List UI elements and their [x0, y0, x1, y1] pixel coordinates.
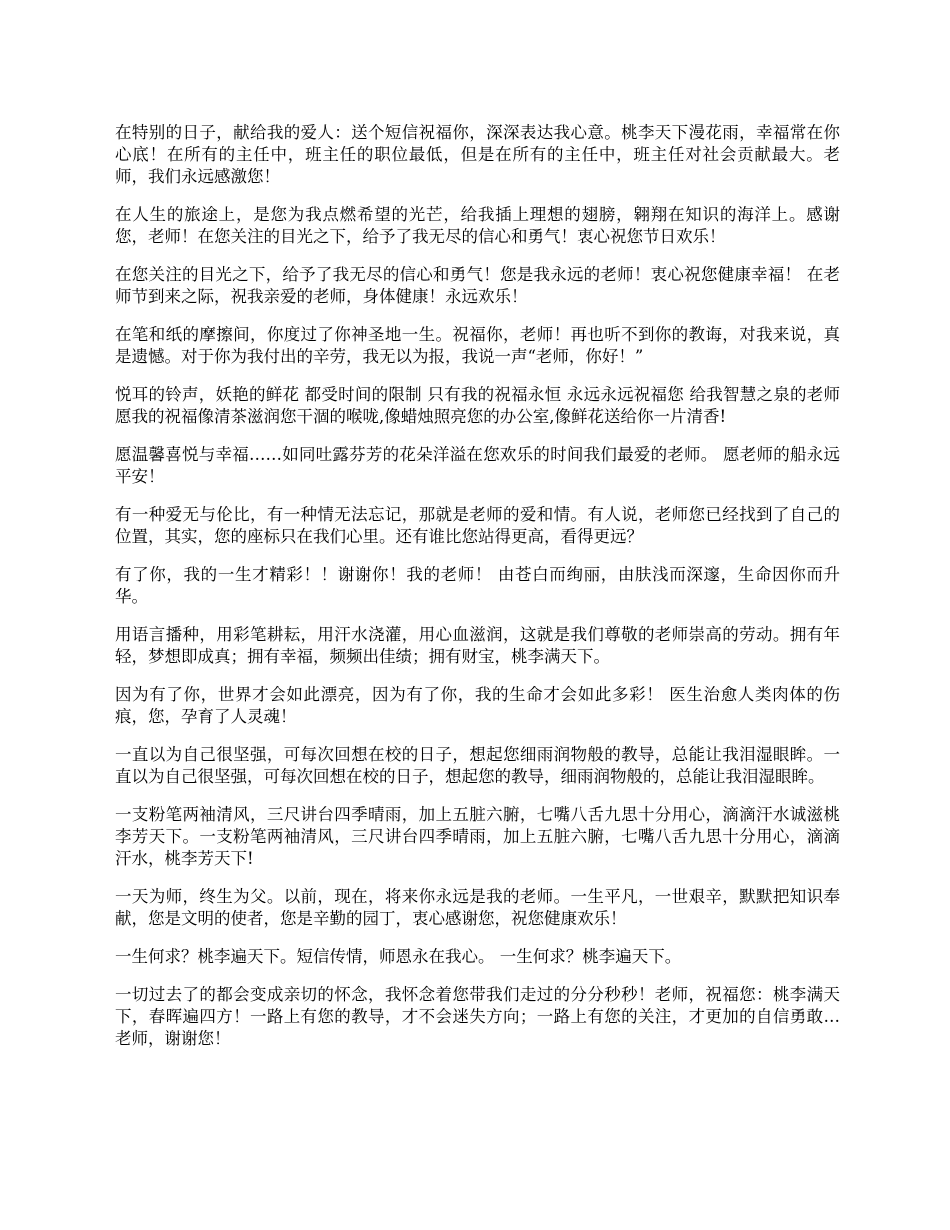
paragraph-6: 愿温馨喜悦与幸福……如同吐露芬芳的花朵洋溢在您欢乐的时间我们最爱的老师。 愿老师的船永远平安！ — [115, 445, 840, 486]
paragraph-8: 有了你，我的一生才精彩！！谢谢你！我的老师！ 由苍白而绚丽，由肤浅而深邃，生命因你而升华。 — [115, 565, 840, 606]
paragraph-10: 因为有了你，世界才会如此漂亮，因为有了你，我的生命才会如此多彩！ 医生治愈人类肉体的伤痕，您，孕育了人灵魂！ — [115, 685, 840, 726]
paragraph-4: 在笔和纸的摩擦间，你度过了你神圣地一生。祝福你，老师！再也听不到你的教诲，对我来说，真是遗憾。对于你为我付出的辛劳，我无以为报，我说一声“老师，你好！” — [115, 325, 840, 366]
paragraph-7: 有一种爱无与伦比，有一种情无法忘记，那就是老师的爱和情。有人说，老师您已经找到了自己的位置，其实，您的座标只在我们心里。还有谁比您站得更高，看得更远？ — [115, 505, 840, 546]
paragraph-2: 在人生的旅途上，是您为我点燃希望的光芒，给我插上理想的翅膀，翱翔在知识的海洋上。感谢您，老师！在您关注的目光之下，给予了我无尽的信心和勇气！衷心祝您节日欢乐！ — [115, 205, 840, 246]
paragraph-5: 悦耳的铃声，妖艳的鲜花 都受时间的限制 只有我的祝福永恒 永远永远祝福您 给我智慧之泉的老师愿我的祝福像清茶滋润您干涸的喉咙,像蜡烛照亮您的办公室,像鲜花送给你一片清香! — [115, 385, 840, 426]
paragraph-13: 一天为师，终生为父。以前，现在，将来你永远是我的老师。一生平凡，一世艰辛，默默把知识奉献，您是文明的使者，您是辛勤的园丁，衷心感谢您，祝您健康欢乐！ — [115, 887, 840, 928]
paragraph-12: 一支粉笔两袖清风，三尺讲台四季晴雨，加上五脏六腑，七嘴八舌九思十分用心，滴滴汗水诚滋桃李芳天下。一支粉笔两袖清风，三尺讲台四季晴雨，加上五脏六腑，七嘴八舌九思十分用心，滴滴汗水，桃李芳天下! — [115, 805, 840, 868]
paragraph-11: 一直以为自己很坚强，可每次回想在校的日子，想起您细雨润物般的教导，总能让我泪湿眼眸。一直以为自己很坚强，可每次回想在校的日子，想起您的教导，细雨润物般的，总能让我泪湿眼眸。 — [115, 745, 840, 786]
paragraph-14: 一生何求？桃李遍天下。短信传情，师恩永在我心。 一生何求？桃李遍天下。 — [115, 947, 682, 966]
paragraph-3: 在您关注的目光之下，给予了我无尽的信心和勇气！您是我永远的老师！衷心祝您健康幸福！ 在老师节到来之际，祝我亲爱的老师，身体健康！永远欢乐！ — [115, 265, 840, 306]
paragraph-1: 在特别的日子，献给我的爱人：送个短信祝福你，深深表达我心意。桃李天下漫花雨，幸福常在你心底！在所有的主任中，班主任的职位最低，但是在所有的主任中，班主任对社会贡献最大。老师，我们永远感激您！ — [115, 123, 840, 186]
paragraph-15: 一切过去了的都会变成亲切的怀念，我怀念着您带我们走过的分分秒秒！老师，祝福您：桃李满天下，春晖遍四方！一路上有您的教导，才不会迷失方向；一路上有您的关注，才更加的自信勇敢…老师，谢谢您！ — [115, 985, 840, 1048]
document-body — [115, 122, 840, 1066]
paragraph-9: 用语言播种，用彩笔耕耘，用汗水浇灌，用心血滋润，这就是我们尊敬的老师崇高的劳动。拥有年轻，梦想即成真；拥有幸福，频频出佳绩；拥有财宝，桃李满天下。 — [115, 625, 840, 666]
